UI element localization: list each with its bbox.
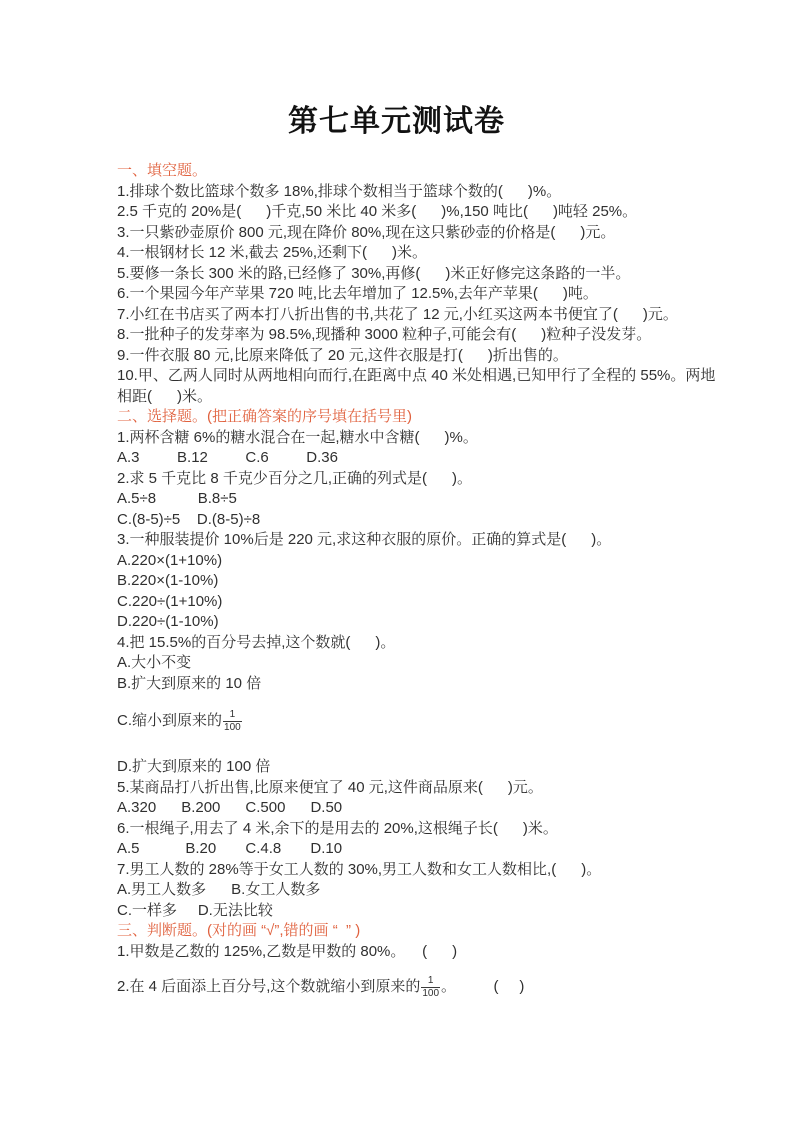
fill-blank-q9: 9.一件衣服 80 元,比原来降低了 20 元,这件衣服是打( )折出售的。 — [117, 346, 568, 364]
choice-q4-option-c-text: C.缩小到原来的 — [117, 712, 223, 729]
choice-q7-options-cd: C.一样多 D.无法比较 — [117, 901, 273, 919]
choice-q4-option-b: B.扩大到原来的 10 倍 — [117, 674, 262, 692]
document-body — [117, 161, 777, 1002]
fraction-1-100: $\frac{1}{100}$ — [224, 709, 241, 733]
choice-q3-option-d: D.220÷(1-10%) — [117, 613, 219, 630]
fill-blank-q4: 4.一根钢材长 12 米,截去 25%,还剩下( )米。 — [117, 244, 428, 261]
choice-q2: 2.求 5 千克比 8 千克少百分之几,正确的列式是( )。 — [117, 469, 473, 487]
judge-q2-text: 2.在 4 后面添上百分号,这个数就缩小到原来的 — [117, 978, 421, 995]
fill-blank-q10-line1: 10.甲、乙两人同时从两地相向而行,在距离中点 40 米处相遇,已知甲行了全程的 55%。两地 — [117, 367, 716, 384]
section-1-heading: 一、填空题。 — [117, 162, 208, 179]
choice-q1: 1.两杯含糖 6%的糖水混合在一起,糖水中含糖( )%。 — [117, 428, 478, 446]
judge-q2-suffix: 。 ( ) — [441, 978, 525, 995]
section-2-heading: 二、选择题。(把正确答案的序号填在括号里) — [117, 408, 412, 425]
choice-q2-options-cd: C.(8-5)÷5 D.(8-5)÷8 — [117, 510, 261, 528]
fill-blank-q10-line2: 相距( )米。 — [117, 387, 212, 405]
fill-blank-q3: 3.一只紫砂壶原价 800 元,现在降价 80%,现在这只紫砂壶的价格是( )元。 — [117, 223, 616, 241]
choice-q7: 7.男工人数的 28%等于女工人数的 30%,男工人数和女工人数相比,( )。 — [117, 860, 602, 878]
page-title: 第七单元测试卷 — [288, 105, 505, 138]
fill-blank-q1: 1.排球个数比篮球个数多 18%,排球个数相当于篮球个数的( )%。 — [117, 182, 562, 200]
choice-q3-option-c: C.220÷(1+10%) — [117, 592, 223, 610]
choice-q5-options: A.320 B.200 C.500 D.50 — [117, 799, 343, 816]
fill-blank-q2: 2.5 千克的 20%是( )千克,50 米比 40 米多( )%,150 吨比( )吨轻 25%。 — [117, 203, 638, 220]
judge-q2 — [117, 972, 777, 1002]
choice-q7-options-ab: A.男工人数多 B.女工人数多 — [117, 881, 321, 898]
choice-q4-option-d: D.扩大到原来的 100 倍 — [117, 758, 271, 775]
choice-q4-option-a: A.大小不变 — [117, 654, 192, 671]
section-3-heading: 三、判断题。(对的画 “√”,错的画 “ ” ) — [117, 922, 361, 939]
judge-q1: 1.甲数是乙数的 125%,乙数是甲数的 80%。 ( ) — [117, 942, 458, 960]
choice-q3-option-b: B.220×(1-10%) — [117, 572, 219, 589]
choice-q1-options: A.3 B.12 C.6 D.36 — [117, 449, 338, 466]
choice-q6: 6.一根绳子,用去了 4 米,余下的是用去的 20%,这根绳子长( )米。 — [117, 819, 558, 837]
fill-blank-q7: 7.小红在书店买了两本打八折出售的书,共花了 12 元,小红买这两本书便宜了( )元。 — [117, 305, 678, 323]
fill-blank-q8: 8.一批种子的发芽率为 98.5%,现播种 3000 粒种子,可能会有( )粒种子没发芽。 — [117, 326, 652, 343]
choice-q4: 4.把 15.5%的百分号去掉,这个数就( )。 — [117, 633, 396, 651]
choice-q3-option-a: A.220×(1+10%) — [117, 551, 223, 569]
choice-q4-option-c — [117, 705, 777, 737]
fraction-1-100: $\frac{1}{100}$ — [422, 975, 440, 999]
choice-q3: 3.一种服装提价 10%后是 220 元,求这种衣服的原价。正确的算式是( )。 — [117, 531, 612, 548]
choice-q2-options-ab: A.5÷8 B.8÷5 — [117, 490, 237, 507]
fill-blank-q6: 6.一个果园今年产苹果 720 吨,比去年增加了 12.5%,去年产苹果( )吨。 — [117, 285, 598, 302]
choice-q5: 5.某商品打八折出售,比原来便宜了 40 元,这件商品原来( )元。 — [117, 778, 543, 796]
choice-q6-options: A.5 B.20 C.4.8 D.10 — [117, 840, 343, 857]
fill-blank-q5: 5.要修一条长 300 米的路,已经修了 30%,再修( )米正好修完这条路的一半。 — [117, 264, 631, 282]
